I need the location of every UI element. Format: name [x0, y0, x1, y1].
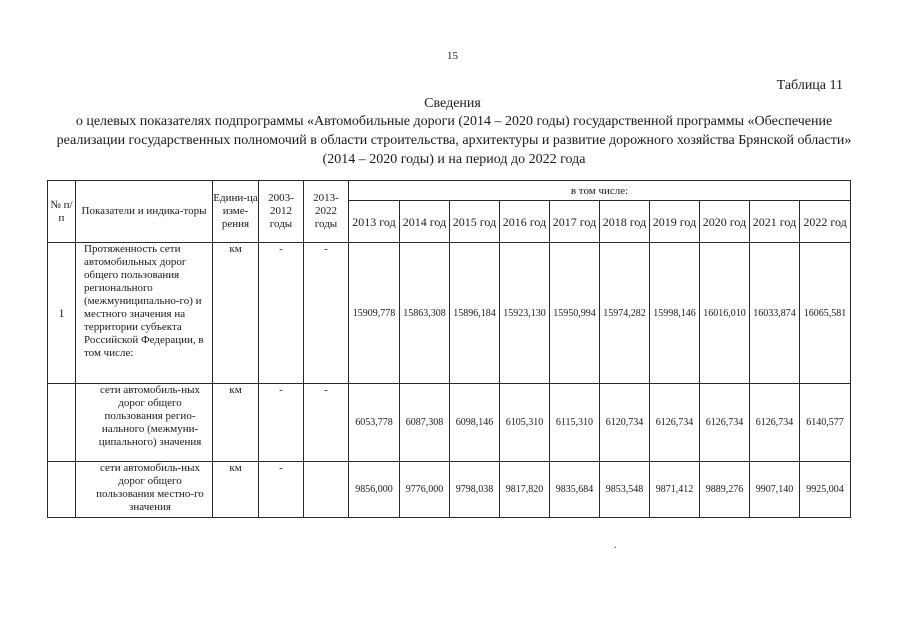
value-cell: 9776,000	[400, 462, 450, 518]
period1-cell: -	[259, 462, 304, 518]
value-cell: 9835,684	[550, 462, 600, 518]
table-row	[48, 384, 851, 462]
period1-cell: -	[259, 384, 304, 462]
header-year: 2021 год	[750, 201, 800, 243]
value-cell: 16033,874	[750, 243, 800, 384]
row-number: 1	[48, 243, 76, 384]
value-cell: 9853,548	[600, 462, 650, 518]
footer-mark: .	[614, 540, 617, 551]
table-row	[48, 243, 851, 384]
header-year: 2013 год	[349, 201, 400, 243]
value-cell: 16065,581	[800, 243, 851, 384]
header-including: в том числе:	[349, 181, 851, 201]
unit-cell: км	[213, 243, 259, 384]
value-cell: 6126,734	[650, 384, 700, 462]
table-label: Таблица 11	[776, 78, 843, 93]
value-cell: 6053,778	[349, 384, 400, 462]
value-cell: 15896,184	[450, 243, 500, 384]
value-cell: 15863,308	[400, 243, 450, 384]
value-cell: 9871,412	[650, 462, 700, 518]
value-cell: 6105,310	[500, 384, 550, 462]
unit-cell: км	[213, 384, 259, 462]
value-cell: 16016,010	[700, 243, 750, 384]
header-num: № п/п	[48, 181, 76, 243]
header-year: 2017 год	[550, 201, 600, 243]
period2-cell	[304, 462, 349, 518]
value-cell: 9856,000	[349, 462, 400, 518]
page-number: 15	[447, 50, 458, 62]
value-cell: 15974,282	[600, 243, 650, 384]
header-year: 2022 год	[800, 201, 851, 243]
value-cell: 9889,276	[700, 462, 750, 518]
header-period-2003-2012: 2003-2012 годы	[259, 181, 304, 243]
header-period-2013-2022: 2013-2022 годы	[304, 181, 349, 243]
value-cell: 6120,734	[600, 384, 650, 462]
value-cell: 9798,038	[450, 462, 500, 518]
indicator-name: Протяженность сети автомобильных дорог общего пользования регионального (межмуниципально-го) и местного значения на территории субъекта Российской Федерации, в том числе:	[76, 243, 213, 384]
value-cell: 9925,004	[800, 462, 851, 518]
header-year: 2018 год	[600, 201, 650, 243]
header-indicator: Показатели и индика-торы	[76, 181, 213, 243]
period2-cell: -	[304, 384, 349, 462]
header-unit: Едини-ца изме-рения	[213, 181, 259, 243]
header-year: 2020 год	[700, 201, 750, 243]
unit-cell: км	[213, 462, 259, 518]
period2-cell: -	[304, 243, 349, 384]
value-cell: 15923,130	[500, 243, 550, 384]
document-heading: Сведения	[424, 96, 481, 111]
indicator-name: сети автомобиль-ных дорог общего пользования регио-нального (межмуни-ципального) значения	[76, 384, 213, 462]
value-cell: 9907,140	[750, 462, 800, 518]
value-cell: 6126,734	[700, 384, 750, 462]
value-cell: 6126,734	[750, 384, 800, 462]
value-cell: 15998,146	[650, 243, 700, 384]
value-cell: 6140,577	[800, 384, 851, 462]
row-number	[48, 462, 76, 518]
value-cell: 6115,310	[550, 384, 600, 462]
value-cell: 9817,820	[500, 462, 550, 518]
header-year: 2015 год	[450, 201, 500, 243]
header-year: 2019 год	[650, 201, 700, 243]
indicator-name: сети автомобиль-ных дорог общего пользования местно-го значения	[76, 462, 213, 518]
document-subheading: о целевых показателях подпрограммы «Автомобильные дороги (2014 – 2020 годы) государственной программы «Обеспечение реализации государственных полномочий в области строительства, архитектуры и развитие дорожного хозяйства Брянской области» (2014 – 2020 годы) и на период до 2022 года	[56, 114, 852, 167]
table-row	[48, 462, 851, 518]
header-year: 2016 год	[500, 201, 550, 243]
value-cell: 6087,308	[400, 384, 450, 462]
value-cell: 15950,994	[550, 243, 600, 384]
header-year: 2014 год	[400, 201, 450, 243]
value-cell: 15909,778	[349, 243, 400, 384]
row-number	[48, 384, 76, 462]
indicators-table	[47, 180, 851, 518]
value-cell: 6098,146	[450, 384, 500, 462]
period1-cell: -	[259, 243, 304, 384]
